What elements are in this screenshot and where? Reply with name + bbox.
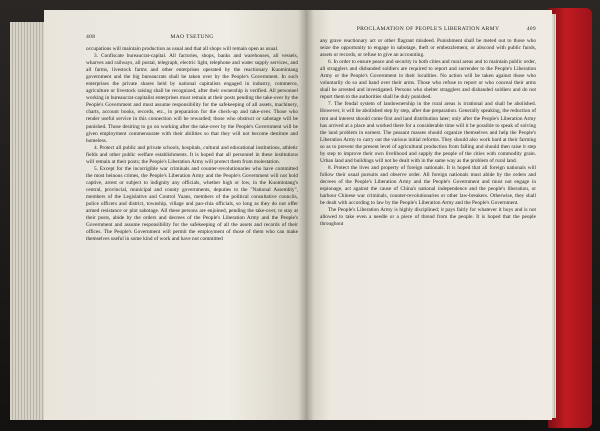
paragraph: 7. The feudal system of landownership in the rural areas is irrational and shall be abolished. However, it will be abolished step by step, after due preparation. Generally speaking, the reduction of rent and interest should come first and land distribution later; only after the People's Liberation Army has arrived at a place and worked there for a considerable time will it be possible to speak of solving the land problem in earnest. The peasant masses should organize themselves and help the People's Liberation Army to carry out the various initial reforms. They should also work hard at their farming so as to prevent the present level of agricultural production from falling and should then raise it step by step to improve their own livelihood and supply the people of the cities with commodity grain. Urban land and buildings will not be dealt with in the same way as the problem of rural land. bbox=[320, 101, 536, 164]
paragraph: The People's Liberation Army is highly disciplined; it pays fairly for whatever it buys and is not allowed to take even a needle or a piece of thread from the people. It is hoped that the people throughout bbox=[320, 207, 536, 228]
page-number: 409 bbox=[526, 26, 536, 32]
paragraph: 5. Except for the incorrigible war criminals and counter-revolutionaries who have committed the most heinous crimes, the People's Liberation Army and the People's Government will not hold captive, arrest or subject to indignity any officials, whether high or low, in the Kuomintang's central, provincial, municipal and county governments, deputies to the "National Assembly", members of the Legislative and Control Yuans, members of the political consultative councils, police officers and district, township, village and pao-chia officials, so long as they do not offer armed resistance or plot sabotage. All these persons are enjoined, pending the take-over, to stay at their posts, abide by the orders and decrees of the People's Liberation Army and the People's Government and assume responsibility for the safekeeping of all the assets and records of their offices. The People's Government will permit the employment of those of them who can make themselves useful in some kind of work and have not committed bbox=[86, 165, 298, 243]
paragraph: occupations will maintain production as usual and that all shops will remain open as usual. bbox=[86, 46, 279, 52]
paragraph: any grave reactionary act or other flagrant misdeed. Punishment shall be meted out to those who seize the opportunity to engage in sabotage, theft or embezzlement, or abscond with public funds, assets or records, or refuse to give an accounting. bbox=[320, 38, 536, 59]
paragraph: 4. Protect all public and private schools, hospitals, cultural and educational institutions, athletic fields and other public welfare establishments. It is hoped that all personnel in these institutions will remain at their posts; the People's Liberation Army will protect them from molestation. bbox=[86, 144, 298, 165]
left-page-header bbox=[86, 34, 298, 40]
left-page bbox=[44, 10, 306, 420]
book-gutter bbox=[298, 10, 314, 420]
running-head: MAO TSETUNG bbox=[170, 34, 214, 40]
right-page bbox=[306, 10, 552, 420]
running-head: PROCLAMATION OF PEOPLE'S LIBERATION ARMY bbox=[356, 26, 500, 32]
paragraph: 6. In order to ensure peace and security in both cities and rural areas and to maintain public order, all stragglers and disbanded soldiers are required to report and surrender to the People's Liberation Army or the People's Government in their localities. No action will be taken against those who voluntarily do so and hand over their arms. Those who refuse to report or who conceal their arms shall be arrested and investigated. Persons who shelter stragglers and disbanded soldiers and do not report them to the authorities shall be duly punished. bbox=[320, 59, 536, 101]
page-edges-left bbox=[10, 22, 48, 420]
right-page-header bbox=[320, 26, 536, 32]
page-number: 408 bbox=[86, 34, 96, 40]
paragraph: 8. Protect the lives and property of foreign nationals. It is hoped that all foreign nationals will follow their usual pursuits and observe order. All foreign nationals must abide by the orders and decrees of the People's Liberation Army and the People's Government and must not engage in espionage, act against the cause of China's national independence and the people's liberation, or harbour Chinese war criminals, counter-revolutionaries or other law-breakers. Otherwise, they shall be dealt with according to law by the People's Liberation Army and the People's Government. bbox=[320, 164, 536, 207]
paragraph: 3. Confiscate bureaucrat-capital. All factories, shops, banks and warehouses, all vessels, wharves and railways, all postal, telegraph, electric light, telephone and water supply services, and all farms, livestock farms and other enterprises operated by the reactionary Kuomintang government and the big bureaucrats shall be taken over by the People's Government. In such enterprises the private shares held by national capitalists engaged in industry, commerce, agriculture or livestock raising shall be recognized, after their ownership is verified. All personnel working in bureaucrat-capitalist enterprises must remain at their posts pending the take-over by the People's Government and must assume responsibility for the safekeeping of all assets, machinery, charts, account books, records, etc., in preparation for the check-up and take-over. Those who render useful service in this connection will be rewarded; those who obstruct or sabotage will be punished. Those desiring to go on working after the take-over by the People's Government will be given employment commensurate with their abilities so that they will not become destitute and homeless. bbox=[86, 53, 298, 144]
